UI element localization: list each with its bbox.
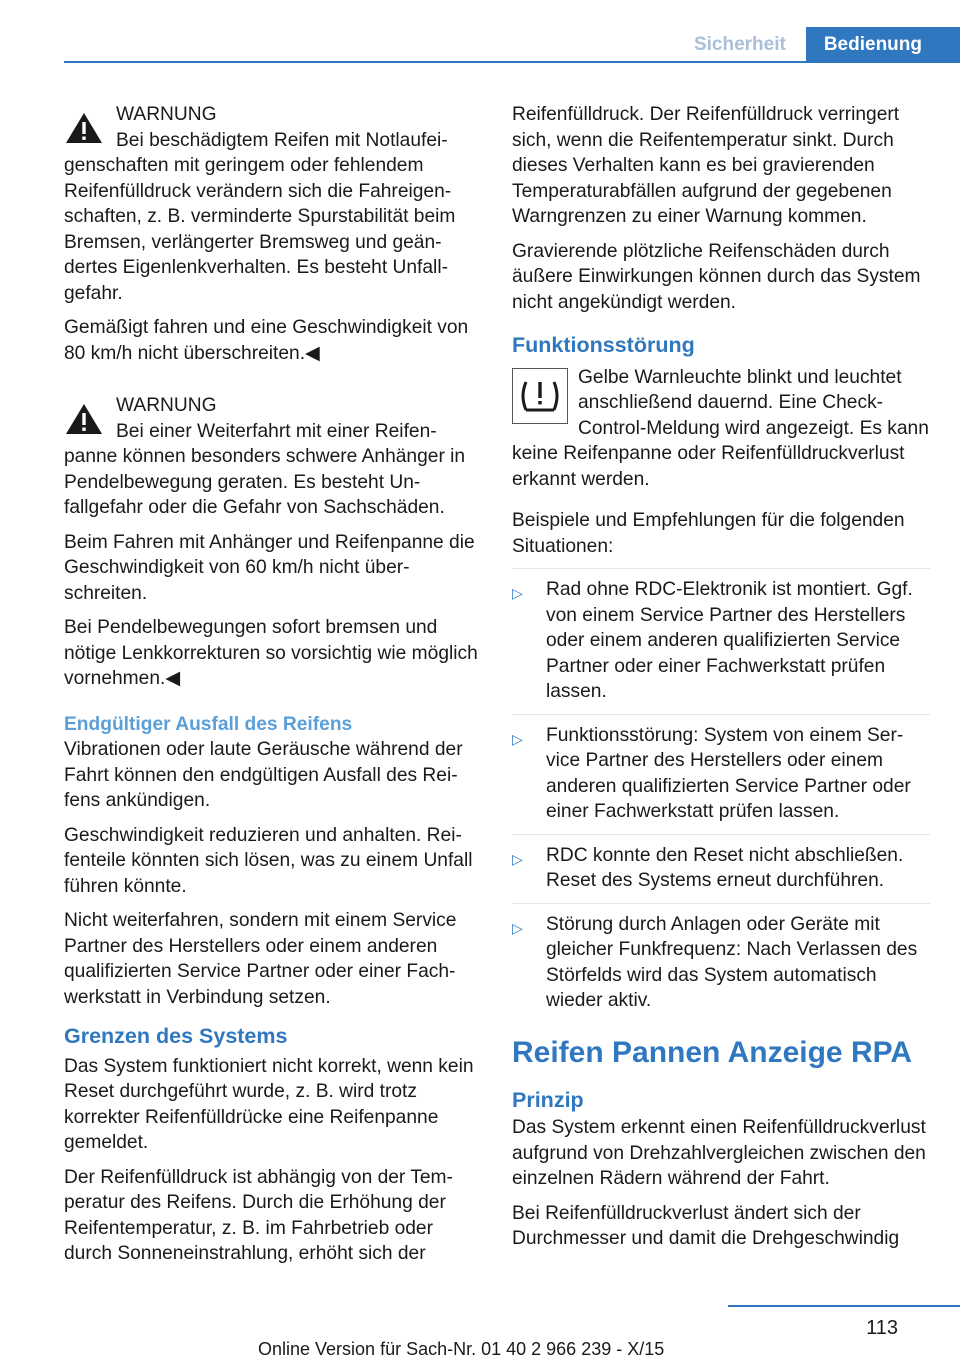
warning-text: Bei einer Weiterfahrt mit einer Reifenpanne können besonders schwere Anhänger in Pendelbewegung geraten. Es besteht Unfallgefahr oder die Gefahr von Sachschäden.	[64, 420, 466, 518]
bullet-list	[512, 568, 930, 1014]
footer-version-text: Online Version für Sach-Nr. 01 40 2 966 239 - X/15	[258, 1339, 665, 1359]
tab-sicherheit[interactable]: Sicherheit	[693, 34, 786, 55]
paragraph: Nicht weiterfahren, sondern mit einem Service Partner des Herstellers oder einem anderen qualifizierten Service Partner oder einer Fachwerkstatt in Verbindung setzen.	[64, 910, 457, 1008]
list-item-text: Rad ohne RDC-Elektronik ist montiert. Ggf. von einem Service Partner des Herstellers oder einem anderen qualifizierten Service Partner oder einer Fachwerkstatt prüfen lassen.	[546, 579, 913, 702]
triangle-bullet-icon: ▷	[512, 919, 523, 936]
right-column	[512, 102, 930, 1261]
list-item	[512, 834, 930, 894]
list-item-text: Störung durch Anlagen oder Geräte mit gleicher Funkfrequenz: Nach Verlassen des Störfelds wird das System automatisch wieder aktiv.	[546, 913, 918, 1011]
warning-icon	[64, 401, 104, 437]
section-heading-grenzen: Grenzen des Systems	[64, 1024, 288, 1048]
paragraph: Reifenfülldruck. Der Reifenfülldruck verringert sich, wenn die Reifentemperatur sinkt. Durch dieses Verhalten kann es bei gravierenden Temperaturabfällen aufgrund der gegebenen Warngrenzen zu einer Warnung kommen.	[512, 104, 900, 227]
triangle-bullet-icon: ▷	[512, 585, 523, 601]
tire-pressure-warning-icon	[512, 368, 568, 424]
list-item	[512, 577, 930, 705]
paragraph: Geschwindigkeit reduzieren und anhalten. Reifenteile könnten sich lösen, was zu einem Unfall führen könnte.	[64, 824, 473, 897]
tab-bedienung[interactable]: Bedienung	[806, 27, 960, 62]
left-column	[64, 102, 478, 1276]
header-tabs	[674, 27, 960, 62]
list-item	[512, 903, 930, 1014]
warning-text: Gemäßigt fahren und eine Geschwindigkeit von 80 km/h nicht überschreiten.◀	[64, 317, 469, 364]
list-item-text: Funktionsstörung: System von einem Service Partner des Herstellers oder einem anderen qualifizierten Service Partner oder einer Fachwerkstatt prüfen lassen.	[546, 724, 911, 822]
paragraph: Bei Reifenfülldruckverlust ändert sich der Durchmesser und damit die Drehgeschwindig	[512, 1202, 900, 1249]
warning-title: WARNUNG	[116, 395, 217, 416]
warning-icon	[64, 110, 104, 146]
paragraph: Der Reifenfülldruck ist abhängig von der Temperatur des Reifens. Durch die Erhöhung der Reifentemperatur, z. B. im Fahrbetrieb oder durch Sonneneinstrahlung, erhöht sich der	[64, 1166, 453, 1264]
paragraph: Vibrationen oder laute Geräusche während der Fahrt können den endgültigen Ausfall des Reifens ankündigen.	[64, 739, 463, 811]
chapter-heading-rpa: Reifen Pannen Anzeige RPA	[512, 1035, 913, 1069]
subsection-heading-ausfall: Endgültiger Ausfall des Reifens	[64, 713, 353, 735]
triangle-bullet-icon: ▷	[512, 730, 523, 747]
warning-title: WARNUNG	[116, 104, 217, 125]
warning-text: Beim Fahren mit Anhänger und Reifenpanne die Geschwindigkeit von 60 km/h nicht überschreiten.	[64, 531, 475, 604]
paragraph: Beispiele und Empfehlungen für die folgenden Situationen:	[512, 510, 905, 557]
warning-text: Bei beschädigtem Reifen mit Notlaufeigenschaften mit geringem oder fehlendem Reifenfülldruck verändern sich die Fahreigenschaften, z. B. verminderte Spurstabilität beim Bremsen, verlängerter Bremsweg und geändertes Eigenlenkverhalten. Es besteht Unfallgefahr.	[64, 129, 456, 304]
warning-lamp-text: Gelbe Warnleuchte blinkt und leuchtet anschließend dauernd. Eine Check-Control-Meldung wird angezeigt. Es kann keine Reifenpanne oder Reifenfülldruckverlust erkannt werden.	[512, 366, 929, 490]
page-number: 113	[866, 1317, 898, 1339]
warning-lamp-block	[512, 365, 930, 493]
warning-block-2	[64, 393, 478, 692]
paragraph: Das System erkennt einen Reifenfülldruckverlust aufgrund von Drehzahlvergleichen zwischen den einzelnen Rädern während der Fahrt.	[512, 1117, 926, 1189]
list-item-text: RDC konnte den Reset nicht abschließen. Reset des Systems erneut durchführen.	[546, 844, 904, 891]
list-item	[512, 714, 930, 825]
paragraph: Das System funktioniert nicht korrekt, wenn kein Reset durchgeführt wurde, z. B. wird trotz korrekter Reifenfülldrücke eine Reifenpanne gemeldet.	[64, 1055, 474, 1153]
section-heading-funktionsstoerung: Funktionsstörung	[512, 333, 695, 357]
paragraph: Gravierende plötzliche Reifenschäden durch äußere Einwirkungen können durch das System nicht angekündigt werden.	[512, 240, 921, 313]
warning-block-1	[64, 102, 478, 366]
warning-text: Bei Pendelbewegungen sofort bremsen und nötige Lenkkorrekturen so vorsichtig wie möglich vornehmen.◀	[64, 617, 478, 689]
section-heading-prinzip: Prinzip	[512, 1087, 584, 1112]
triangle-bullet-icon: ▷	[512, 850, 523, 867]
header-rule	[64, 61, 960, 63]
footer-rule	[728, 1305, 960, 1307]
